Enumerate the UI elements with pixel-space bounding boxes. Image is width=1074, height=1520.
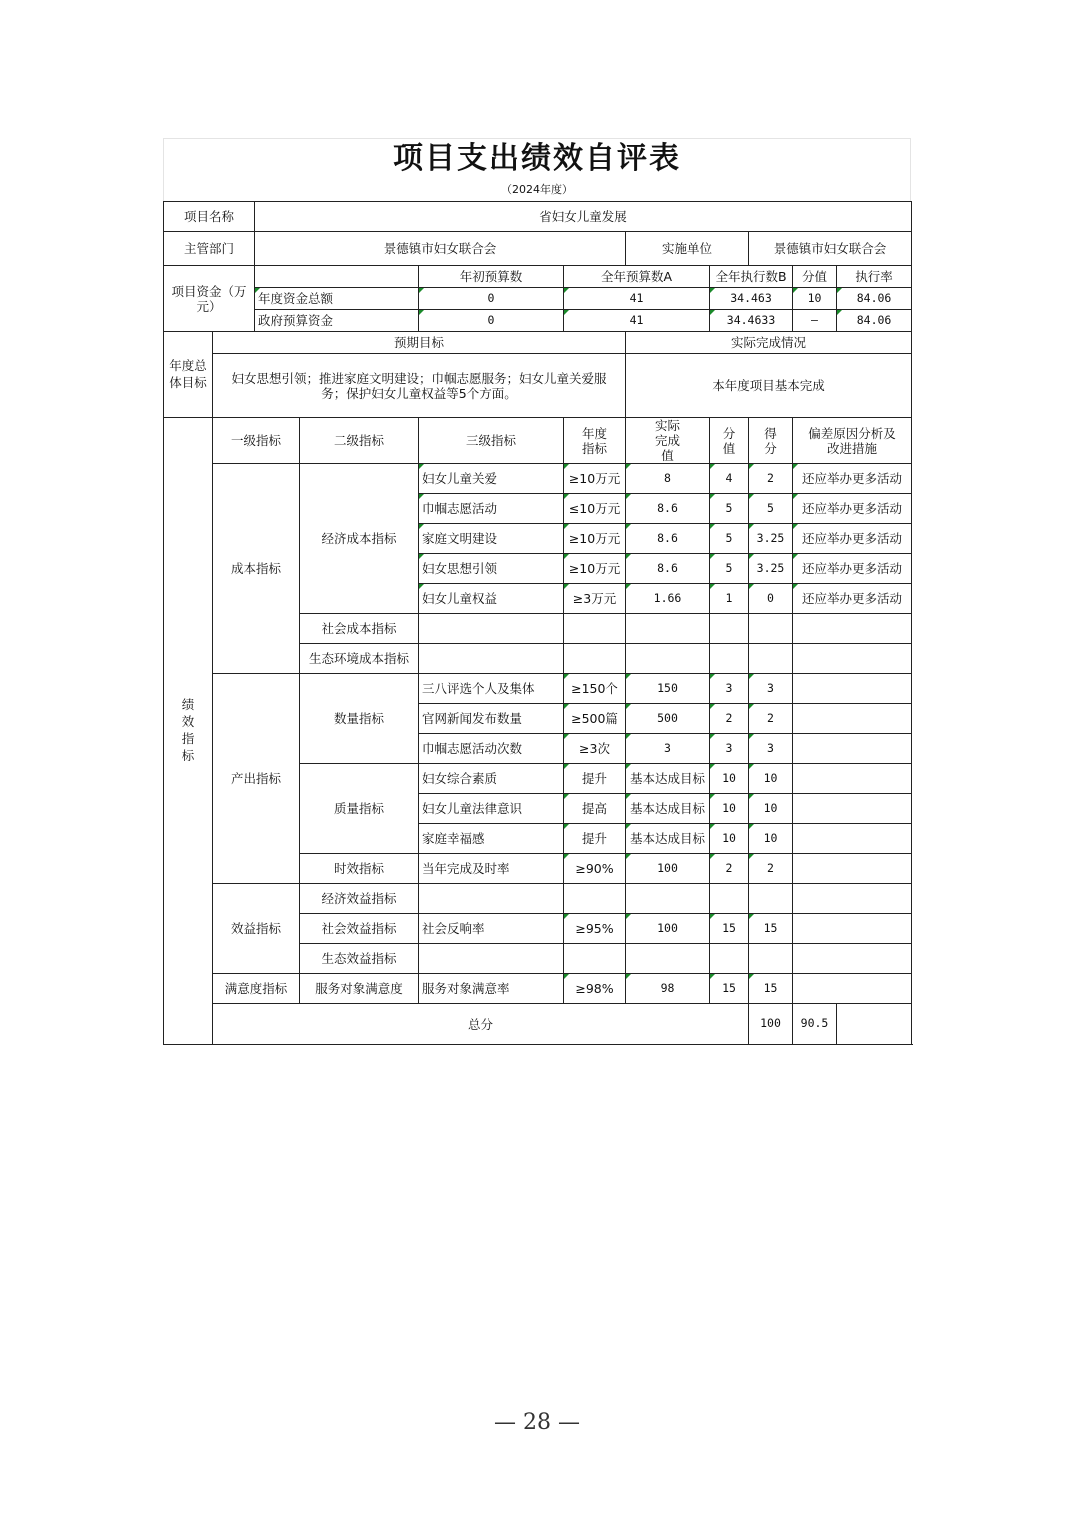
year-label: （2024年度） bbox=[163, 179, 911, 201]
indicator-reason: 还应举办更多活动 bbox=[793, 494, 912, 524]
indicator-row bbox=[164, 974, 912, 1004]
indicator-actual: 1.66 bbox=[626, 584, 710, 614]
indicator-actual: 8.6 bbox=[626, 524, 710, 554]
indicator-target: ≥90% bbox=[564, 854, 626, 884]
funds-row bbox=[164, 310, 912, 332]
indicator-name: 三八评选个人及集体 bbox=[419, 674, 564, 704]
indicator-name: 服务对象满意率 bbox=[419, 974, 564, 1004]
empty-cell bbox=[419, 614, 564, 644]
indicator-score: 2 bbox=[710, 704, 749, 734]
indicator-got: 3.25 bbox=[749, 524, 793, 554]
empty-cell bbox=[793, 614, 912, 644]
indicator-target: ≥10万元 bbox=[564, 554, 626, 584]
subgroup-econ-benefit: 经济效益指标 bbox=[300, 884, 419, 914]
indicator-actual: 基本达成目标 bbox=[626, 764, 710, 794]
indicator-actual: 基本达成目标 bbox=[626, 794, 710, 824]
indicator-got: 2 bbox=[749, 854, 793, 884]
empty-cell bbox=[710, 884, 749, 914]
indicator-target: ≥10万元 bbox=[564, 464, 626, 494]
subgroup-quantity: 数量指标 bbox=[300, 674, 419, 764]
goals-row bbox=[164, 354, 912, 418]
empty-cell bbox=[626, 944, 710, 974]
indicator-actual: 8.6 bbox=[626, 494, 710, 524]
page-number: — 28 — bbox=[494, 1410, 580, 1435]
subgroup-social-cost: 社会成本指标 bbox=[300, 614, 419, 644]
indicator-got: 15 bbox=[749, 974, 793, 1004]
indicator-score: 5 bbox=[710, 494, 749, 524]
indicator-target: ≥3万元 bbox=[564, 584, 626, 614]
indicator-actual: 基本达成目标 bbox=[626, 824, 710, 854]
indicator-actual: 100 bbox=[626, 854, 710, 884]
expected-goal-header: 预期目标 bbox=[213, 332, 626, 354]
funds-cell: 34.4633 bbox=[710, 310, 793, 332]
indicator-target: ≥3次 bbox=[564, 734, 626, 764]
empty-cell bbox=[710, 944, 749, 974]
actual-result-header: 实际完成情况 bbox=[626, 332, 912, 354]
indicators-label: 绩效指标 bbox=[164, 418, 213, 1045]
indicator-target: 提高 bbox=[564, 794, 626, 824]
header-actual: 实际完成值 bbox=[626, 418, 710, 464]
header-l3: 三级指标 bbox=[419, 418, 564, 464]
funds-header: 全年执行数B bbox=[710, 266, 793, 288]
indicator-actual: 8.6 bbox=[626, 554, 710, 584]
self-evaluation-sheet bbox=[163, 138, 911, 1045]
funds-row-label: 年度资金总额 bbox=[255, 288, 419, 310]
indicator-name: 妇女儿童权益 bbox=[419, 584, 564, 614]
empty-cell bbox=[564, 614, 626, 644]
indicator-target: 提升 bbox=[564, 824, 626, 854]
funds-header: 执行率 bbox=[837, 266, 912, 288]
project-name-value: 省妇女儿童发展 bbox=[255, 202, 912, 232]
indicator-score: 10 bbox=[710, 824, 749, 854]
indicator-reason bbox=[793, 794, 912, 824]
indicator-reason: 还应举办更多活动 bbox=[793, 524, 912, 554]
indicator-reason bbox=[793, 914, 912, 944]
indicator-header-row bbox=[164, 418, 912, 464]
indicator-reason bbox=[793, 674, 912, 704]
header-score: 分值 bbox=[710, 418, 749, 464]
header-l1: 一级指标 bbox=[213, 418, 300, 464]
funds-header: 全年预算数A bbox=[564, 266, 710, 288]
indicator-actual: 150 bbox=[626, 674, 710, 704]
indicator-actual: 3 bbox=[626, 734, 710, 764]
funds-header-row bbox=[164, 266, 912, 288]
indicator-score: 5 bbox=[710, 554, 749, 584]
funds-header: 分值 bbox=[793, 266, 837, 288]
indicator-got: 10 bbox=[749, 794, 793, 824]
indicator-target: ≥98% bbox=[564, 974, 626, 1004]
indicator-actual: 100 bbox=[626, 914, 710, 944]
indicator-row bbox=[164, 674, 912, 704]
indicator-got: 3 bbox=[749, 674, 793, 704]
project-name-label: 项目名称 bbox=[164, 202, 255, 232]
impl-value: 景德镇市妇女联合会 bbox=[749, 232, 912, 266]
actual-result: 本年度项目基本完成 bbox=[626, 354, 912, 418]
subgroup-quality: 质量指标 bbox=[300, 764, 419, 854]
indicator-reason: 还应举办更多活动 bbox=[793, 464, 912, 494]
evaluation-table bbox=[163, 201, 912, 1045]
indicator-reason bbox=[793, 824, 912, 854]
indicator-actual: 500 bbox=[626, 704, 710, 734]
indicator-target: ≥500篇 bbox=[564, 704, 626, 734]
indicator-got: 10 bbox=[749, 824, 793, 854]
indicator-name: 巾帼志愿活动 bbox=[419, 494, 564, 524]
project-name-row bbox=[164, 202, 912, 232]
indicator-reason: 还应举办更多活动 bbox=[793, 584, 912, 614]
total-score: 100 bbox=[749, 1004, 793, 1045]
funds-cell: 41 bbox=[564, 310, 710, 332]
header-got: 得分 bbox=[749, 418, 793, 464]
indicator-actual: 98 bbox=[626, 974, 710, 1004]
header-l2: 二级指标 bbox=[300, 418, 419, 464]
header-reason: 偏差原因分析及改进措施 bbox=[793, 418, 912, 464]
indicator-name: 巾帼志愿活动次数 bbox=[419, 734, 564, 764]
group-satisfaction: 满意度指标 bbox=[213, 974, 300, 1004]
indicator-actual: 8 bbox=[626, 464, 710, 494]
funds-cell: 0 bbox=[419, 288, 564, 310]
indicator-target: ≥150个 bbox=[564, 674, 626, 704]
empty-cell bbox=[419, 644, 564, 674]
goals-header-row bbox=[164, 332, 912, 354]
indicator-reason bbox=[793, 704, 912, 734]
funds-row-label: 政府预算资金 bbox=[255, 310, 419, 332]
indicator-got: 2 bbox=[749, 464, 793, 494]
indicator-got: 2 bbox=[749, 704, 793, 734]
indicator-reason: 还应举办更多活动 bbox=[793, 554, 912, 584]
subgroup-service-sat: 服务对象满意度 bbox=[300, 974, 419, 1004]
indicator-target: ≥95% bbox=[564, 914, 626, 944]
funds-cell: 84.06 bbox=[837, 310, 912, 332]
indicator-score: 15 bbox=[710, 974, 749, 1004]
indicator-score: 3 bbox=[710, 674, 749, 704]
empty-cell bbox=[564, 644, 626, 674]
total-row bbox=[164, 1004, 912, 1045]
funds-row bbox=[164, 288, 912, 310]
department-row bbox=[164, 232, 912, 266]
indicator-got: 3 bbox=[749, 734, 793, 764]
indicator-score: 10 bbox=[710, 764, 749, 794]
subgroup-econ-cost: 经济成本指标 bbox=[300, 464, 419, 614]
funds-cell: 84.06 bbox=[837, 288, 912, 310]
funds-header: 年初预算数 bbox=[419, 266, 564, 288]
indicator-target: ≤10万元 bbox=[564, 494, 626, 524]
indicator-score: 1 bbox=[710, 584, 749, 614]
subgroup-timeliness: 时效指标 bbox=[300, 854, 419, 884]
empty-cell bbox=[419, 884, 564, 914]
page-title: 项目支出绩效自评表 bbox=[163, 138, 911, 179]
group-cost: 成本指标 bbox=[213, 464, 300, 674]
indicator-row bbox=[164, 884, 912, 914]
indicator-name: 妇女儿童关爱 bbox=[419, 464, 564, 494]
subgroup-eco-benefit: 生态效益指标 bbox=[300, 944, 419, 974]
indicator-score: 4 bbox=[710, 464, 749, 494]
empty-cell bbox=[793, 944, 912, 974]
indicator-got: 3.25 bbox=[749, 554, 793, 584]
subgroup-eco-cost: 生态环境成本指标 bbox=[300, 644, 419, 674]
indicator-target: 提升 bbox=[564, 764, 626, 794]
empty-cell bbox=[749, 884, 793, 914]
empty-cell bbox=[710, 644, 749, 674]
indicator-name: 妇女思想引领 bbox=[419, 554, 564, 584]
funds-cell: 34.463 bbox=[710, 288, 793, 310]
indicator-name: 社会反响率 bbox=[419, 914, 564, 944]
indicator-name: 妇女综合素质 bbox=[419, 764, 564, 794]
expected-goal: 妇女思想引领；推进家庭文明建设；巾帼志愿服务；妇女儿童关爱服务；保护妇女儿童权益等5个方面。 bbox=[213, 354, 626, 418]
empty-cell bbox=[564, 944, 626, 974]
indicator-got: 5 bbox=[749, 494, 793, 524]
empty-cell bbox=[749, 944, 793, 974]
group-benefit: 效益指标 bbox=[213, 884, 300, 974]
empty-cell bbox=[710, 614, 749, 644]
impl-label: 实施单位 bbox=[626, 232, 749, 266]
funds-cell: 41 bbox=[564, 288, 710, 310]
empty-cell bbox=[626, 644, 710, 674]
dept-label: 主管部门 bbox=[164, 232, 255, 266]
indicator-got: 10 bbox=[749, 764, 793, 794]
indicator-name: 官网新闻发布数量 bbox=[419, 704, 564, 734]
empty-cell bbox=[419, 944, 564, 974]
indicator-name: 家庭文明建设 bbox=[419, 524, 564, 554]
total-reason-blank bbox=[837, 1004, 912, 1045]
funds-header-blank bbox=[255, 266, 419, 288]
funds-cell: 0 bbox=[419, 310, 564, 332]
empty-cell bbox=[626, 884, 710, 914]
empty-cell bbox=[749, 614, 793, 644]
dept-value: 景德镇市妇女联合会 bbox=[255, 232, 626, 266]
indicator-score: 2 bbox=[710, 854, 749, 884]
empty-cell bbox=[793, 884, 912, 914]
empty-cell bbox=[626, 614, 710, 644]
indicator-reason bbox=[793, 734, 912, 764]
indicator-reason bbox=[793, 854, 912, 884]
total-got: 90.5 bbox=[793, 1004, 837, 1045]
total-label: 总分 bbox=[213, 1004, 749, 1045]
indicator-name: 当年完成及时率 bbox=[419, 854, 564, 884]
header-target: 年度指标 bbox=[564, 418, 626, 464]
indicator-score: 3 bbox=[710, 734, 749, 764]
indicator-got: 0 bbox=[749, 584, 793, 614]
funds-label: 项目资金（万元） bbox=[164, 266, 255, 332]
funds-cell: 10 bbox=[793, 288, 837, 310]
indicator-reason bbox=[793, 764, 912, 794]
group-output: 产出指标 bbox=[213, 674, 300, 884]
subgroup-social-benefit: 社会效益指标 bbox=[300, 914, 419, 944]
indicator-target: ≥10万元 bbox=[564, 524, 626, 554]
indicator-score: 15 bbox=[710, 914, 749, 944]
empty-cell bbox=[564, 884, 626, 914]
indicator-reason bbox=[793, 974, 912, 1004]
indicator-row bbox=[164, 464, 912, 494]
empty-cell bbox=[749, 644, 793, 674]
indicator-score: 5 bbox=[710, 524, 749, 554]
indicator-score: 10 bbox=[710, 794, 749, 824]
goals-label: 年度总体目标 bbox=[164, 332, 213, 418]
indicator-name: 妇女儿童法律意识 bbox=[419, 794, 564, 824]
funds-cell: — bbox=[793, 310, 837, 332]
indicator-name: 家庭幸福感 bbox=[419, 824, 564, 854]
indicator-got: 15 bbox=[749, 914, 793, 944]
empty-cell bbox=[793, 644, 912, 674]
